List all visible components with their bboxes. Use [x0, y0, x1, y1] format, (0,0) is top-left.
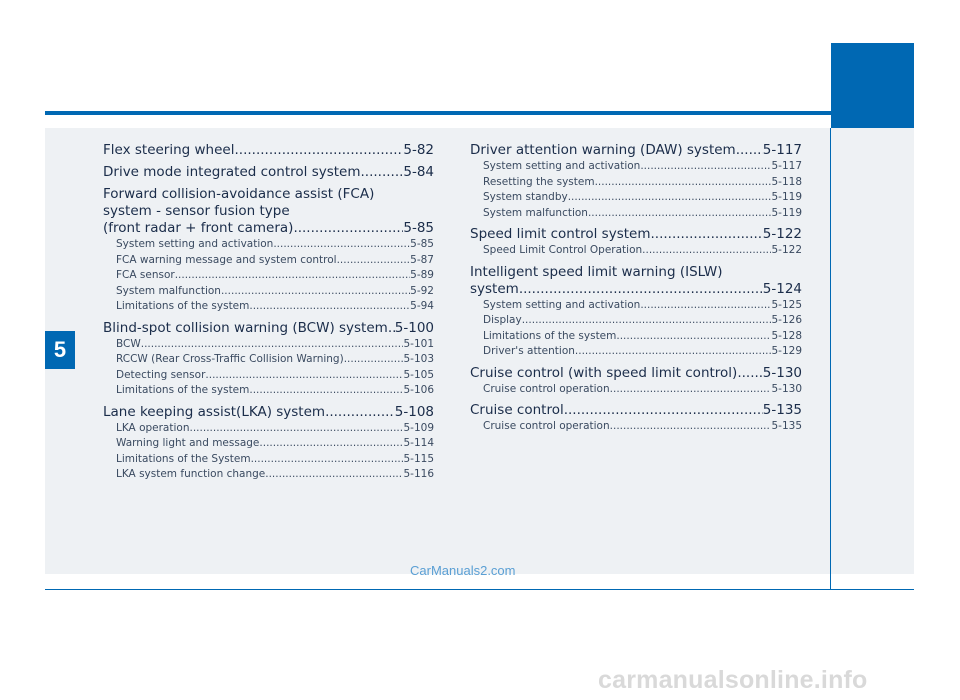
toc-page-number: 5-128: [771, 329, 802, 342]
toc-page-number: 5-103: [403, 353, 434, 365]
toc-leader-dots: [616, 329, 771, 345]
toc-entry-title: Resetting the system: [483, 175, 595, 188]
toc-right-column: [470, 142, 802, 435]
chapter-tab-block: [831, 43, 914, 128]
toc-entry-title: system: [470, 280, 519, 297]
header-rule: [45, 111, 831, 115]
toc-leader-dots: [344, 352, 404, 368]
toc-page-number: 5-108: [394, 403, 434, 420]
toc-leader-dots: [251, 452, 404, 468]
toc-entry-title: Limitations of the system: [116, 384, 250, 396]
toc-leader-dots: [249, 383, 403, 399]
toc-leader-dots: [234, 142, 403, 159]
toc-entry-title: Flex steering wheel: [103, 142, 235, 158]
toc-entry-title: Warning light and message: [116, 437, 260, 449]
toc-leader-dots: [293, 220, 403, 237]
toc-entry-title: LKA operation: [116, 421, 190, 434]
toc-leader-dots: [249, 299, 410, 315]
toc-entry-title-line: Intelligent speed limit warning (ISLW): [470, 263, 723, 280]
toc-page-number: 5-125: [771, 298, 802, 311]
toc-page-number: 5-135: [762, 402, 802, 418]
toc-entry-title: Blind-spot collision warning (BCW) system: [103, 319, 388, 336]
toc-leader-dots: [259, 436, 403, 452]
toc-leader-dots: [325, 404, 395, 421]
toc-chapter-entry[interactable]: [470, 402, 802, 419]
toc-entry-title-line: Forward collision-avoidance assist (FCA): [103, 186, 375, 202]
toc-page-number: 5-117: [771, 160, 802, 172]
toc-leader-dots: [640, 159, 771, 175]
toc-page-number: 5-117: [762, 142, 802, 158]
toc-section-entry[interactable]: [103, 452, 434, 468]
toc-entry-title: System setting and activation: [483, 160, 641, 172]
toc-entry-title: Cruise control: [470, 402, 564, 418]
toc-page-number: 5-92: [410, 284, 434, 297]
toc-page-number: 5-119: [771, 206, 802, 219]
toc-leader-dots: [205, 368, 403, 384]
toc-entry-title: Limitations of the System: [116, 452, 251, 465]
toc-entry-title: BCW: [116, 337, 141, 350]
toc-leader-dots: [519, 281, 763, 298]
toc-entry-title: Speed Limit Control Operation: [483, 244, 643, 256]
toc-page-number: 5-118: [771, 175, 802, 188]
toc-page-number: 5-106: [403, 384, 434, 396]
toc-page-number: 5-114: [403, 437, 434, 449]
toc-page-number: 5-94: [410, 300, 434, 312]
toc-section-entry[interactable]: [470, 419, 802, 435]
toc-section-entry[interactable]: [470, 175, 802, 191]
toc-page-number: 5-126: [771, 314, 802, 326]
toc-page-number: 5-135: [771, 420, 802, 432]
toc-entry-title: FCA sensor: [116, 269, 175, 281]
toc-section-entry[interactable]: [103, 284, 434, 300]
toc-entry-title: Cruise control operation: [483, 382, 610, 395]
toc-chapter-entry[interactable]: [470, 226, 802, 243]
toc-entry-title: System standby: [483, 191, 568, 203]
toc-page-number: 5-105: [403, 368, 434, 381]
toc-section-entry[interactable]: [103, 383, 434, 399]
toc-entry-title-line: system - sensor fusion type: [103, 203, 290, 219]
toc-section-entry[interactable]: [103, 436, 434, 452]
toc-page-number: 5-89: [410, 269, 434, 281]
toc-page-number: 5-124: [762, 280, 802, 297]
toc-entry-title: System malfunction: [483, 206, 588, 219]
toc-section-entry[interactable]: [470, 243, 802, 259]
toc-section-entry[interactable]: [103, 237, 434, 253]
toc-section-entry[interactable]: [103, 337, 434, 353]
toc-page-number: 5-119: [771, 191, 802, 203]
toc-page-number: 5-122: [771, 244, 802, 256]
toc-page-number: 5-85: [403, 220, 434, 236]
toc-entry-title: Speed limit control system: [470, 226, 651, 242]
toc-chapter-entry[interactable]: [470, 142, 802, 159]
toc-leader-dots: [265, 467, 403, 483]
toc-entry-title: Drive mode integrated control system: [103, 164, 361, 180]
toc-chapter-entry[interactable]: [470, 365, 802, 382]
toc-entry-title: Driver's attention: [483, 345, 575, 357]
toc-page-number: 5-130: [771, 382, 802, 395]
toc-leader-dots: [610, 419, 772, 435]
toc-leader-dots: [610, 382, 772, 398]
toc-page-number: 5-82: [403, 142, 434, 158]
toc-page-number: 5-87: [410, 253, 434, 266]
toc-section-entry[interactable]: [103, 421, 434, 437]
toc-section-entry[interactable]: [470, 190, 802, 206]
toc-leader-dots: [141, 337, 404, 353]
toc-section-entry[interactable]: [470, 206, 802, 222]
toc-entry-title: Cruise control (with speed limit control): [470, 364, 738, 381]
toc-section-entry[interactable]: [470, 382, 802, 398]
toc-section-entry[interactable]: [103, 467, 434, 483]
toc-section-entry[interactable]: [103, 268, 434, 284]
watermark-text: CarManuals2.com: [410, 563, 516, 578]
toc-chapter-entry[interactable]: [103, 186, 434, 237]
toc-section-entry[interactable]: [470, 313, 802, 329]
toc-entry-title: FCA warning message and system control: [116, 253, 337, 266]
toc-leader-dots: [337, 253, 411, 269]
toc-entry-title: (front radar + front camera): [103, 220, 294, 236]
toc-page-number: 5-84: [403, 164, 434, 180]
toc-page-number: 5-129: [771, 345, 802, 357]
toc-page-number: 5-85: [410, 238, 434, 250]
toc-entry-title: Detecting sensor: [116, 368, 206, 381]
toc-section-entry[interactable]: [470, 298, 802, 314]
toc-entry-title: System setting and activation: [483, 298, 641, 311]
toc-section-entry[interactable]: [470, 329, 802, 345]
toc-leader-dots: [642, 243, 771, 259]
toc-leader-dots: [175, 268, 410, 284]
toc-entry-title: LKA system function change: [116, 468, 266, 480]
toc-leader-dots: [388, 320, 395, 337]
toc-chapter-entry[interactable]: [103, 320, 434, 337]
toc-entry-title: Lane keeping assist(LKA) system: [103, 403, 326, 420]
toc-chapter-entry[interactable]: [103, 164, 434, 181]
toc-entry-title: RCCW (Rear Cross-Traffic Collision Warning): [116, 353, 344, 365]
toc-leader-dots: [190, 421, 404, 437]
toc-leader-dots: [522, 313, 772, 329]
toc-leader-dots: [564, 402, 763, 419]
toc-page-number: 5-115: [403, 452, 434, 465]
toc-entry-title: Display: [483, 314, 522, 326]
toc-section-entry[interactable]: [470, 159, 802, 175]
toc-entry-title: Limitations of the system: [116, 300, 250, 312]
toc-leader-dots: [568, 190, 772, 206]
toc-leader-dots: [361, 164, 404, 181]
toc-leader-dots: [736, 142, 763, 159]
toc-leader-dots: [595, 175, 772, 191]
toc-leader-dots: [575, 344, 772, 360]
footer-rule: [45, 589, 914, 590]
toc-chapter-entry[interactable]: [470, 264, 802, 298]
toc-entry-title: Cruise control operation: [483, 420, 610, 432]
toc-entry-title: System setting and activation: [116, 238, 274, 250]
toc-leader-dots: [651, 226, 763, 243]
vertical-divider: [830, 128, 831, 590]
toc-page-number: 5-122: [762, 226, 802, 242]
toc-chapter-entry[interactable]: [103, 404, 434, 421]
toc-leader-dots: [273, 237, 410, 253]
toc-page-number: 5-100: [394, 319, 434, 336]
toc-entry-title: System malfunction: [116, 284, 221, 297]
toc-leader-dots: [640, 298, 771, 314]
toc-left-column: [103, 142, 434, 483]
toc-leader-dots: [737, 365, 762, 382]
toc-entry-title: Limitations of the system: [483, 329, 617, 342]
toc-page-number: 5-116: [403, 468, 434, 480]
toc-section-entry[interactable]: [103, 253, 434, 269]
toc-section-entry[interactable]: [103, 368, 434, 384]
toc-leader-dots: [221, 284, 410, 300]
toc-section-entry[interactable]: [470, 344, 802, 360]
footer-watermark: carmanualsonline.info: [598, 666, 868, 694]
toc-section-entry[interactable]: [103, 352, 434, 368]
toc-entry-title: Driver attention warning (DAW) system: [470, 142, 736, 158]
chapter-number-badge: 5: [45, 331, 75, 369]
toc-chapter-entry[interactable]: [103, 142, 434, 159]
toc-section-entry[interactable]: [103, 299, 434, 315]
toc-page-number: 5-130: [762, 364, 802, 381]
toc-page-number: 5-101: [403, 337, 434, 350]
toc-leader-dots: [588, 206, 772, 222]
toc-page-number: 5-109: [403, 421, 434, 434]
